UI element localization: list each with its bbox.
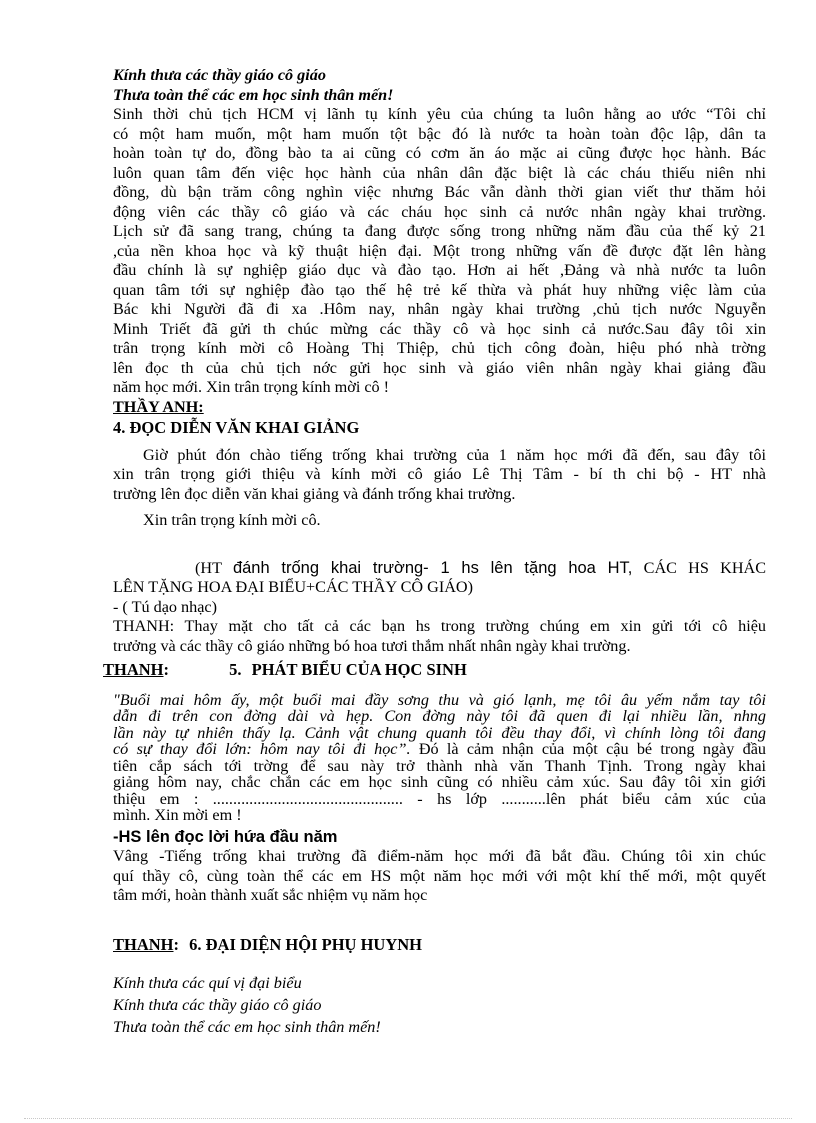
- text-line: quí thầy cô, cùng toàn thể các em HS một năm học mới với một khí thế mới, một quyết: [113, 866, 766, 885]
- section-5-paragraph: [113, 692, 766, 824]
- text-line: Lịch sử đã sang trang, chúng ta đang được sống trong những năm đầu của thế kỷ 21: [113, 222, 766, 240]
- text-line: mình. Xin mời em !: [113, 806, 242, 824]
- quote-tail: Đó là cảm nhận của một cậu bé trong ngày đầu: [410, 740, 766, 758]
- text-line: xin trân trọng giới thiệu và kính mời cô giáo Lê Thị Tâm - bí th chi bộ - HT nhà: [113, 465, 766, 483]
- text-line: thiệu em : ............................................... - hs lớp ...........lên phát biểu cảm xúc của: [113, 789, 766, 808]
- text-line: trường lên đọc diễn văn khai giảng và đánh trống khai trường.: [113, 484, 516, 503]
- quote-end: có sự thay đổi lớn: hôm nay tôi đi học”.: [113, 740, 411, 758]
- section-5-title: PHÁT BIỂU CỦA HỌC SINH: [251, 660, 467, 679]
- stage-note: [113, 559, 766, 618]
- page-footer-divider: [24, 1118, 792, 1119]
- section-6-title: 6. ĐẠI DIỆN HỘI PHỤ HUYNH: [189, 934, 422, 954]
- speaker-colon: :: [173, 934, 180, 954]
- text-line: năm học mới. Xin trân trọng kính mời cô !: [113, 378, 390, 396]
- text-line: giảng hôm nay, chắc chắn các em học sinh cũng có nhiều cảm xúc. Sau đây tôi xin giới: [113, 773, 766, 791]
- text-line: Giờ phút đón chào tiếng trống khai trường của 1 năm học mới đã đến, sau đây tôi: [143, 445, 766, 464]
- quote-line: dẫn đi trên con đờng dài và hẹp. Con đờng này tôi đã quen đi lại nhiều lần, nhng: [113, 707, 766, 725]
- text-line: có một ham muốn, một ham muốn tột bậc đó là nước ta hoàn toàn độc lập, dân ta: [113, 124, 766, 143]
- quote-line: "Buổi mai hôm ấy, một buổi mai đầy sơng thu và gió lạnh, mẹ tôi âu yếm nắm tay tôi: [113, 690, 766, 709]
- stage-note-line-2: LÊN TẶNG HOA ĐẠI BIỂU+CÁC THẦY CÔ GIÁO): [113, 578, 473, 596]
- text-line: tiên cắp sách tới trờng để sau này trở thành nhà văn Thanh Tịnh. Trong ngày khai: [113, 756, 766, 775]
- text-line: lên đọc th của chủ tịch nớc gửi học sinh và giáo viên nhân ngày khai giảng đầu: [113, 358, 766, 377]
- stage-note-line-1: [113, 559, 766, 579]
- section-4-heading: [113, 418, 766, 438]
- quote-line-mixed: [113, 741, 766, 758]
- quote-line: lần này tự nhiên thấy lạ. Cảnh vật chung quanh tôi đều thay đổi, vì chính lòng tôi đang: [113, 723, 766, 742]
- hs-pledge-title: -HS lên đọc lời hứa đầu năm: [113, 827, 338, 846]
- closing-line: Kính thưa các thầy giáo cô giáo: [113, 996, 322, 1014]
- stage-note-part-2: đánh trống khai trường- 1 hs lên tặng hoa HT,: [232, 558, 633, 577]
- text-line: trân trọng kính mời cô Hoàng Thị Thiệp, chủ tịch công đoàn, hiệu phó nhà trờng: [113, 339, 766, 357]
- closing-greeting: [113, 972, 766, 1038]
- invite-line: Xin trân trọng kính mời cô.: [143, 511, 321, 529]
- music-note: - ( Tú dạo nhạc): [113, 597, 217, 616]
- stage-note-part-1: (HT: [195, 558, 233, 577]
- text-line: luôn quan tâm đến việc học hành của nhân dân đặc biệt là các cháu thiếu niên nhi: [113, 163, 766, 182]
- speaker-label-thanh: THANH: [103, 660, 164, 679]
- text-line: Bác khi Người đã đi xa .Hôm nay, nhân ngày khai trường ,chủ tịch nước Nguyễn: [113, 300, 766, 318]
- section-4-number: 4.: [113, 418, 126, 437]
- greeting-line-2: Thưa toàn thể các em học sinh thân mến!: [113, 85, 394, 104]
- speaker-colon: :: [163, 660, 170, 679]
- text-line: tâm mới, hoàn thành xuất sắc nhiệm vụ năm học: [113, 886, 428, 904]
- closing-line: Kính thưa các quí vị đại biểu: [113, 974, 302, 992]
- section-4-title: ĐỌC DIỄN VĂN KHAI GIẢNG: [129, 418, 360, 437]
- greeting-line-1: Kính thưa các thầy giáo cô giáo: [113, 66, 326, 84]
- section-5-number: 5.: [229, 660, 242, 679]
- hs-pledge-paragraph: [113, 847, 766, 906]
- text-line: đầu chính là sự nghiệp giáo dục và đào tạo. Hơn ai hết ,Đảng và nhà nước ta luôn: [113, 261, 766, 279]
- text-line: Vâng -Tiếng trống khai trường đã điểm-năm học mới đã bắt đầu. Chúng tôi xin chúc: [113, 847, 766, 865]
- text-line: hoàn toàn tự do, đồng bào ta ai cũng có cơm ăn áo mặc ai cũng được học hành. Bác: [113, 144, 766, 162]
- thanh-paragraph: [113, 617, 766, 656]
- closing-line: Thưa toàn thể các em học sinh thân mến!: [113, 1018, 381, 1036]
- text-line: Sinh thời chủ tịch HCM vị lãnh tụ kính yêu của chúng ta luôn hằng ao ước “Tôi chỉ: [113, 105, 766, 123]
- document-page: [103, 66, 766, 1038]
- section-5-heading: [103, 660, 766, 680]
- text-line: đồng, dù bận trăm công nghìn việc nhưng Bác vẫn dành thời gian viết thư thăm hỏi: [113, 183, 766, 201]
- speaker-label-thanh: THANH: [113, 934, 174, 954]
- section-4-paragraph: [113, 446, 766, 531]
- speaker-label-thay-anh: THẦY ANH:: [113, 397, 204, 416]
- stage-note-part-3: CÁC HS KHÁC: [632, 558, 766, 577]
- intro-paragraph: [113, 105, 766, 398]
- text-line: quan tâm tới sự nghiệp đào tạo thế hệ trẻ kế thừa và phát huy những việc làm của: [113, 280, 766, 299]
- text-line: động viên các thầy cô giáo và các cháu học sinh cả nước nhân ngày khai trường.: [113, 202, 766, 221]
- text-line: THANH: Thay mặt cho tất cả các bạn hs trong trường chúng em xin gửi tới cô hiệu: [113, 617, 766, 635]
- text-line: ,của nền khoa học và kỹ thuật hiện đại. Một trong những vấn đề được đặt lên hàng: [113, 241, 766, 260]
- text-line: trưởng và các thầy cô giáo những bó hoa tươi thắm nhất nhân ngày khai trường.: [113, 636, 631, 655]
- section-6-heading: [113, 935, 766, 955]
- text-line: Minh Triết đã gửi th chúc mừng các thầy cô và học sinh cả nước.Sau đây tôi xin: [113, 319, 766, 338]
